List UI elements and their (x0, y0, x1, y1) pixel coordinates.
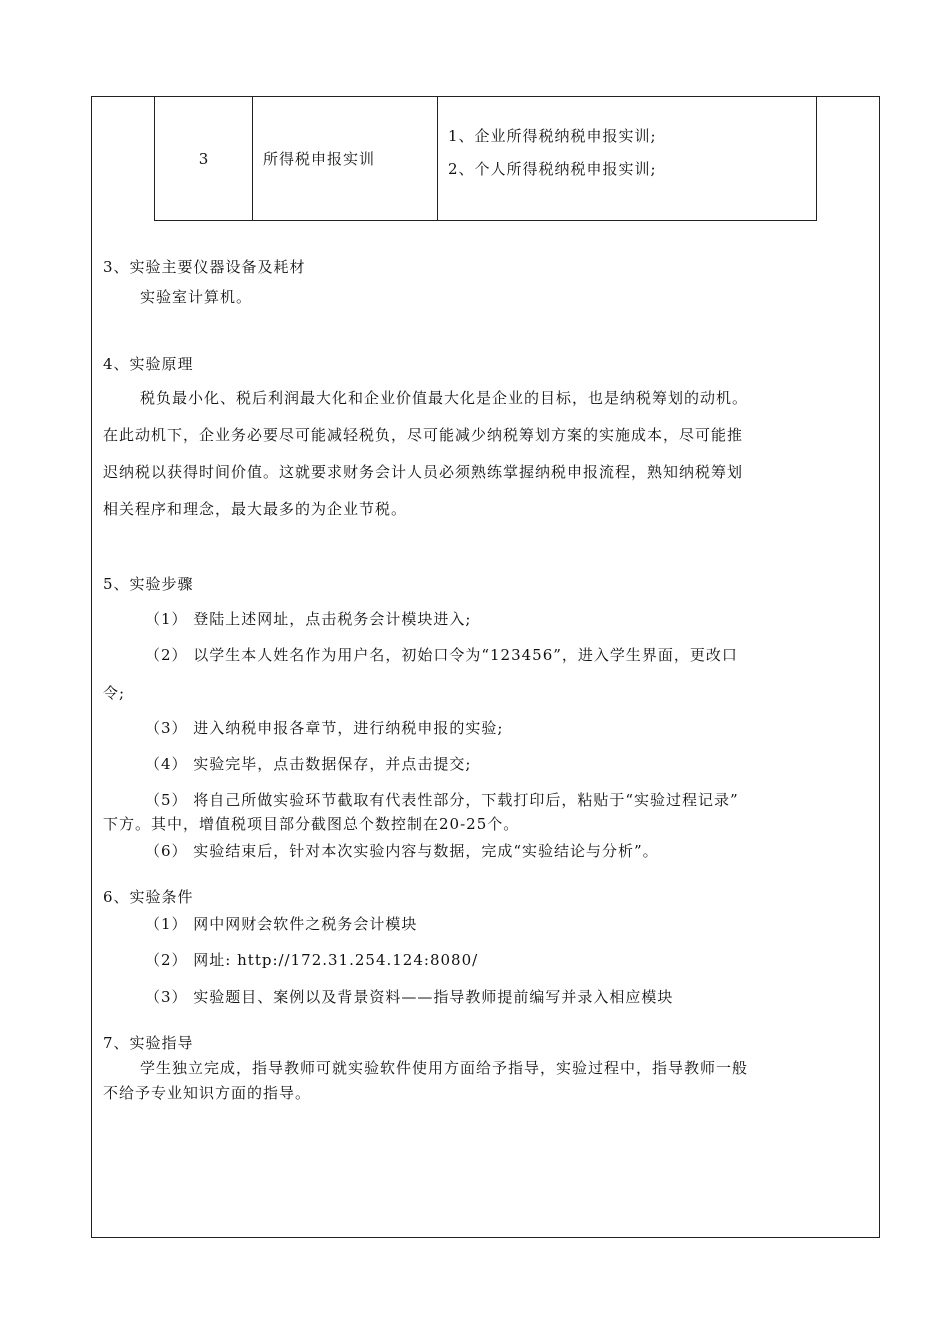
step-5: （5） 将自己所做实验环节截取有代表性部分，下载打印后，粘贴于“实验过程记录” (145, 791, 739, 809)
step-2-continued: 令; (103, 684, 126, 702)
condition-3: （3） 实验题目、案例以及背景资料——指导教师提前编写并录入相应模块 (145, 988, 674, 1006)
step-5-continued: 下方。其中，增值税项目部分截图总个数控制在20-25个。 (103, 815, 520, 833)
section4-line: 迟纳税以获得时间价值。这就要求财务会计人员必须熟练掌握纳税申报流程，熟知纳税筹划 (103, 463, 744, 481)
step-1: （1） 登陆上述网址，点击税务会计模块进入; (145, 610, 472, 628)
section4-line: 在此动机下，企业务必要尽可能减轻税负，尽可能减少纳税筹划方案的实施成本，尽可能推 (103, 426, 744, 444)
section4-line: 税负最小化、税后利润最大化和企业价值最大化是企业的目标，也是纳税筹划的动机。 (140, 389, 749, 407)
step-3: （3） 进入纳税申报各章节，进行纳税申报的实验; (145, 719, 504, 737)
section4-heading: 4、实验原理 (103, 355, 194, 373)
row-item: 1、企业所得税纳税申报实训; (448, 127, 657, 145)
section5-heading: 5、实验步骤 (103, 575, 194, 593)
row-name: 所得税申报实训 (263, 150, 376, 168)
section7-line: 不给予专业知识方面的指导。 (103, 1084, 312, 1102)
row-content (438, 124, 816, 190)
section4-line: 相关程序和理念，最大最多的为企业节税。 (103, 500, 408, 518)
section3-body: 实验室计算机。 (140, 288, 253, 306)
section7-line: 学生独立完成，指导教师可就实验软件使用方面给予指导，实验过程中，指导教师一般 (140, 1059, 749, 1077)
condition-2: （2） 网址: http://172.31.254.124:8080/ (145, 951, 479, 969)
section3-heading: 3、实验主要仪器设备及耗材 (103, 258, 306, 276)
step-6: （6） 实验结束后，针对本次实验内容与数据，完成“实验结论与分析”。 (145, 842, 659, 860)
section6-heading: 6、实验条件 (103, 888, 194, 906)
section7-heading: 7、实验指导 (103, 1034, 194, 1052)
row-item: 2、个人所得税纳税申报实训; (448, 160, 657, 178)
step-4: （4） 实验完毕，点击数据保存，并点击提交; (145, 755, 472, 773)
step-2: （2） 以学生本人姓名作为用户名，初始口令为“123456”，进入学生界面，更改口 (145, 646, 738, 664)
training-table (154, 96, 817, 221)
condition-1: （1） 网中网财会软件之税务会计模块 (145, 915, 418, 933)
row-index: 3 (198, 149, 209, 168)
